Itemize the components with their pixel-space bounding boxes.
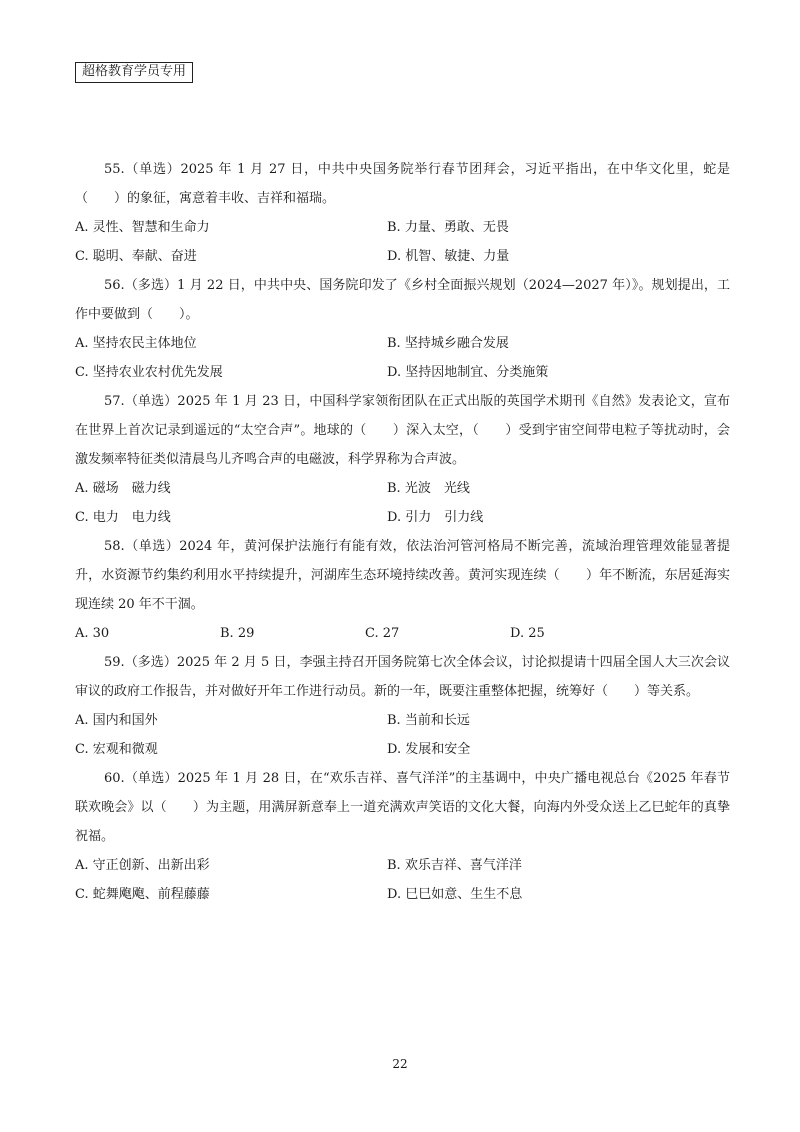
question-59 (75, 648, 730, 764)
question-55 (75, 155, 730, 271)
option-b: B. 欢乐吉祥、喜气洋洋 (387, 858, 522, 873)
option-d: D. 引力 引力线 (387, 510, 484, 525)
question-56 (75, 271, 730, 387)
question-list (75, 155, 730, 909)
question-57 (75, 387, 730, 532)
question-58 (75, 532, 730, 648)
option-a: A. 灵性、智慧和生命力 (75, 220, 210, 235)
option-a: A. 守正创新、出新出彩 (75, 858, 210, 873)
question-60 (75, 764, 730, 909)
option-list (75, 706, 730, 764)
option-d: D. 25 (510, 626, 545, 641)
option-c: C. 蛇舞飑飑、前程藤藤 (75, 887, 210, 902)
option-d: D. 巳巳如意、生生不息 (387, 887, 523, 902)
option-list (75, 329, 730, 387)
question-stem: 55.（单选）2025 年 1 月 27 日，中共中央国务院举行春节团拜会，习近平指出，在中华文化里，蛇是（ ）的象征，寓意着丰收、吉祥和福瑞。 (75, 162, 730, 206)
option-c: C. 27 (365, 626, 400, 641)
option-b: B. 光波 光线 (387, 481, 470, 496)
option-a: A. 国内和国外 (75, 713, 158, 728)
option-a: A. 磁场 磁力线 (75, 481, 171, 496)
option-b: B. 当前和长远 (387, 713, 470, 728)
question-stem: 59.（多选）2025 年 2 月 5 日，李强主持召开国务院第七次全体会议，讨论拟提请十四届全国人大三次会议审议的政府工作报告，并对做好开年工作进行动员。新的一年，既要注重整体把握，统筹好（ ）等关系。 (75, 655, 730, 699)
option-d: D. 坚持因地制宜、分类施策 (387, 365, 549, 380)
option-list (75, 213, 730, 271)
question-stem: 58.（单选）2024 年，黄河保护法施行有能有效，依法治河管河格局不断完善，流域治理管理效能显著提升，水资源节约集约利用水平持续提升，河湖库生态环境持续改善。黄河实现连续（ ）年不断流，东居延海实现连续 20 年不干涸。 (75, 539, 730, 612)
option-b: B. 力量、勇敢、无畏 (387, 220, 509, 235)
question-stem: 56.（多选）1 月 22 日，中共中央、国务院印发了《乡村全面振兴规划（2024—2027 年）》。规划提出，工作中要做到（ ）。 (75, 278, 730, 322)
question-stem: 60.（单选）2025 年 1 月 28 日，在“欢乐吉祥、喜气洋洋”的主基调中，中央广播电视总台《2025 年春节联欢晚会》以（ ）为主题，用满屏新意奉上一道充满欢声笑语的文化大餐，向海内外受众送上乙巳蛇年的真挚祝福。 (75, 771, 730, 844)
option-c: C. 宏观和微观 (75, 742, 158, 757)
page-number: 22 (392, 1057, 408, 1071)
option-c: C. 电力 电力线 (75, 510, 171, 525)
option-list (75, 619, 730, 648)
option-b: B. 29 (220, 626, 255, 641)
option-d: D. 发展和安全 (387, 742, 471, 757)
option-a: A. 坚持农民主体地位 (75, 336, 197, 351)
watermark-stamp: 超格教育学员专用 (75, 62, 193, 83)
option-a: A. 30 (75, 626, 110, 641)
option-c: C. 坚持农业农村优先发展 (75, 365, 223, 380)
option-c: C. 聪明、奉献、奋进 (75, 249, 197, 264)
option-b: B. 坚持城乡融合发展 (387, 336, 509, 351)
option-list (75, 851, 730, 909)
option-d: D. 机智、敏捷、力量 (387, 249, 510, 264)
question-stem: 57.（单选）2025 年 1 月 23 日，中国科学家领衔团队在正式出版的英国学术期刊《自然》发表论文，宣布在世界上首次记录到遥远的“太空合声”。地球的（ ）深入太空，（ ）受到宇宙空间带电粒子等扰动时，会激发频率特征类似清晨鸟儿齐鸣合声的电磁波，科学界称为合声波。 (75, 394, 730, 467)
option-list (75, 474, 730, 532)
